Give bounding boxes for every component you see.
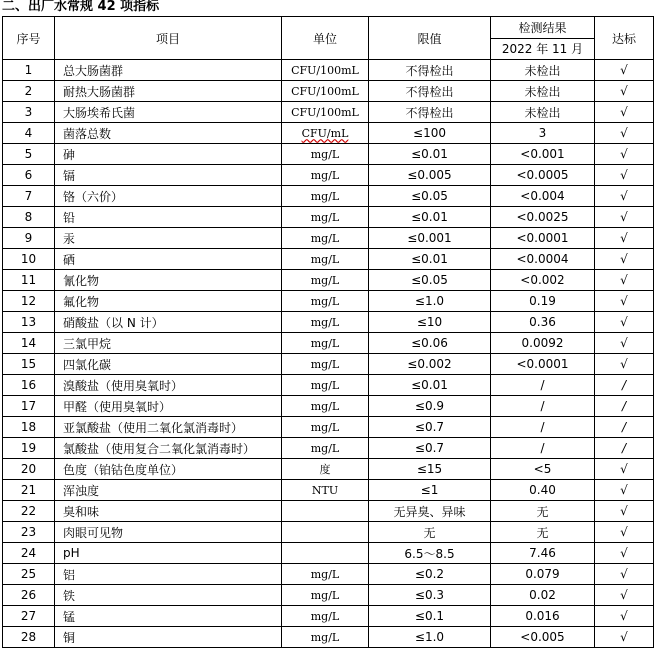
row-result: 无 <box>491 522 595 543</box>
table-row <box>3 333 654 354</box>
row-item: 亚氯酸盐（使用二氧化氯消毒时） <box>55 417 282 438</box>
row-limit: ≤0.01 <box>369 207 491 228</box>
row-number: 15 <box>3 354 55 375</box>
row-number: 25 <box>3 564 55 585</box>
table-row <box>3 564 654 585</box>
row-limit: ≤0.01 <box>369 375 491 396</box>
header-item: 项目 <box>55 17 282 60</box>
row-number: 3 <box>3 102 55 123</box>
row-unit: NTU <box>282 480 369 501</box>
row-pass-mark: √ <box>595 228 654 249</box>
row-pass-mark: √ <box>595 186 654 207</box>
row-item: 色度（铂钴色度单位） <box>55 459 282 480</box>
table-row <box>3 144 654 165</box>
row-limit: ≤0.06 <box>369 333 491 354</box>
row-unit: mg/L <box>282 627 369 648</box>
row-unit: mg/L <box>282 396 369 417</box>
row-unit-text: CFU/mL <box>301 126 349 140</box>
table-row <box>3 480 654 501</box>
row-unit: 度 <box>282 459 369 480</box>
row-limit: ≤0.05 <box>369 186 491 207</box>
row-limit: ≤0.002 <box>369 354 491 375</box>
row-number: 17 <box>3 396 55 417</box>
header-row <box>3 17 654 39</box>
row-limit: ≤0.7 <box>369 417 491 438</box>
row-result: 0.016 <box>491 606 595 627</box>
row-pass-mark: √ <box>595 144 654 165</box>
row-limit: ≤0.7 <box>369 438 491 459</box>
table-row <box>3 375 654 396</box>
table-row <box>3 417 654 438</box>
table-row <box>3 354 654 375</box>
row-result: <0.0001 <box>491 228 595 249</box>
table-row <box>3 312 654 333</box>
row-result: <0.005 <box>491 627 595 648</box>
row-pass-mark: √ <box>595 522 654 543</box>
row-number: 10 <box>3 249 55 270</box>
table-row <box>3 186 654 207</box>
table-row <box>3 543 654 564</box>
row-result: 0.36 <box>491 312 595 333</box>
row-result: 未检出 <box>491 81 595 102</box>
row-limit: ≤0.01 <box>369 144 491 165</box>
row-limit: 无 <box>369 522 491 543</box>
row-item: 硒 <box>55 249 282 270</box>
row-number: 5 <box>3 144 55 165</box>
row-item: 汞 <box>55 228 282 249</box>
table-body <box>3 60 654 648</box>
header-pass: 达标 <box>595 17 654 60</box>
row-unit: mg/L <box>282 564 369 585</box>
row-pass-mark: √ <box>595 81 654 102</box>
table-row <box>3 459 654 480</box>
row-limit: ≤0.005 <box>369 165 491 186</box>
row-item: 铅 <box>55 207 282 228</box>
row-item: 溴酸盐（使用臭氧时） <box>55 375 282 396</box>
row-item: 大肠埃希氏菌 <box>55 102 282 123</box>
row-limit: 不得检出 <box>369 102 491 123</box>
row-pass-mark: √ <box>595 627 654 648</box>
row-item: 臭和味 <box>55 501 282 522</box>
table-row <box>3 585 654 606</box>
row-number: 27 <box>3 606 55 627</box>
row-number: 18 <box>3 417 55 438</box>
row-number: 12 <box>3 291 55 312</box>
table-row <box>3 165 654 186</box>
row-item: 镉 <box>55 165 282 186</box>
row-number: 20 <box>3 459 55 480</box>
row-item: 铬（六价） <box>55 186 282 207</box>
row-unit: mg/L <box>282 585 369 606</box>
row-result: <0.0001 <box>491 354 595 375</box>
row-item: 锰 <box>55 606 282 627</box>
row-result: / <box>491 396 595 417</box>
row-pass-mark: √ <box>595 585 654 606</box>
row-unit: mg/L <box>282 270 369 291</box>
row-unit: mg/L <box>282 249 369 270</box>
row-item: 氯酸盐（使用复合二氧化氯消毒时） <box>55 438 282 459</box>
row-number: 16 <box>3 375 55 396</box>
row-unit <box>282 522 369 543</box>
row-result: <0.0004 <box>491 249 595 270</box>
row-result: 3 <box>491 123 595 144</box>
row-number: 8 <box>3 207 55 228</box>
table-row <box>3 270 654 291</box>
row-pass-mark: √ <box>595 249 654 270</box>
row-item: 铁 <box>55 585 282 606</box>
table-row <box>3 123 654 144</box>
row-result: / <box>491 417 595 438</box>
row-limit: ≤0.1 <box>369 606 491 627</box>
row-pass-mark: / <box>595 438 654 459</box>
row-limit: ≤0.3 <box>369 585 491 606</box>
row-unit: CFU/100mL <box>282 102 369 123</box>
row-number: 11 <box>3 270 55 291</box>
row-result: / <box>491 438 595 459</box>
table-row <box>3 60 654 81</box>
row-result: 无 <box>491 501 595 522</box>
row-limit: ≤1 <box>369 480 491 501</box>
header-limit: 限值 <box>369 17 491 60</box>
row-item: pH <box>55 543 282 564</box>
row-item: 砷 <box>55 144 282 165</box>
row-item: 总大肠菌群 <box>55 60 282 81</box>
table-row <box>3 522 654 543</box>
row-pass-mark: √ <box>595 543 654 564</box>
row-number: 24 <box>3 543 55 564</box>
row-limit: ≤0.9 <box>369 396 491 417</box>
row-pass-mark: / <box>595 417 654 438</box>
row-unit: mg/L <box>282 606 369 627</box>
row-number: 9 <box>3 228 55 249</box>
row-pass-mark: / <box>595 396 654 417</box>
row-limit: ≤0.05 <box>369 270 491 291</box>
row-unit: mg/L <box>282 417 369 438</box>
row-unit: mg/L <box>282 144 369 165</box>
row-unit: mg/L <box>282 228 369 249</box>
row-item: 肉眼可见物 <box>55 522 282 543</box>
row-number: 26 <box>3 585 55 606</box>
row-item: 四氯化碳 <box>55 354 282 375</box>
table-row <box>3 501 654 522</box>
row-result: 0.40 <box>491 480 595 501</box>
row-number: 23 <box>3 522 55 543</box>
row-pass-mark: √ <box>595 606 654 627</box>
row-number: 7 <box>3 186 55 207</box>
row-unit: mg/L <box>282 333 369 354</box>
row-item: 菌落总数 <box>55 123 282 144</box>
row-result: <0.0025 <box>491 207 595 228</box>
row-result: <0.0005 <box>491 165 595 186</box>
row-unit: mg/L <box>282 312 369 333</box>
row-item: 三氯甲烷 <box>55 333 282 354</box>
row-pass-mark: / <box>595 375 654 396</box>
row-number: 22 <box>3 501 55 522</box>
row-limit: ≤15 <box>369 459 491 480</box>
table-row <box>3 207 654 228</box>
table-row <box>3 291 654 312</box>
row-pass-mark: √ <box>595 480 654 501</box>
table-row <box>3 606 654 627</box>
row-pass-mark: √ <box>595 312 654 333</box>
row-limit: 不得检出 <box>369 81 491 102</box>
row-pass-mark: √ <box>595 501 654 522</box>
row-limit: ≤0.2 <box>369 564 491 585</box>
header-unit: 单位 <box>282 17 369 60</box>
row-unit: mg/L <box>282 207 369 228</box>
row-pass-mark: √ <box>595 123 654 144</box>
row-item: 浑浊度 <box>55 480 282 501</box>
row-unit: mg/L <box>282 165 369 186</box>
table-row <box>3 228 654 249</box>
row-limit: ≤10 <box>369 312 491 333</box>
row-result: <0.004 <box>491 186 595 207</box>
row-limit: ≤1.0 <box>369 291 491 312</box>
row-item: 铝 <box>55 564 282 585</box>
row-number: 6 <box>3 165 55 186</box>
row-unit: mg/L <box>282 291 369 312</box>
row-result: <5 <box>491 459 595 480</box>
row-limit: ≤0.001 <box>369 228 491 249</box>
row-pass-mark: √ <box>595 333 654 354</box>
header-no: 序号 <box>3 17 55 60</box>
row-unit <box>282 543 369 564</box>
row-limit: ≤0.01 <box>369 249 491 270</box>
row-limit: 6.5～8.5 <box>369 543 491 564</box>
row-number: 14 <box>3 333 55 354</box>
row-result: 未检出 <box>491 102 595 123</box>
table-row <box>3 81 654 102</box>
row-limit: 无异臭、异味 <box>369 501 491 522</box>
row-number: 4 <box>3 123 55 144</box>
row-pass-mark: √ <box>595 291 654 312</box>
table-row <box>3 102 654 123</box>
header-result-date: 2022 年 11 月 <box>491 38 595 60</box>
row-unit: CFU/100mL <box>282 60 369 81</box>
row-limit: ≤1.0 <box>369 627 491 648</box>
row-unit: mg/L <box>282 354 369 375</box>
row-number: 21 <box>3 480 55 501</box>
row-pass-mark: √ <box>595 459 654 480</box>
water-quality-table <box>2 16 654 648</box>
row-result: 未检出 <box>491 60 595 81</box>
row-unit: mg/L <box>282 186 369 207</box>
row-pass-mark: √ <box>595 207 654 228</box>
row-pass-mark: √ <box>595 165 654 186</box>
table-row <box>3 438 654 459</box>
row-number: 1 <box>3 60 55 81</box>
row-result: <0.001 <box>491 144 595 165</box>
row-limit: ≤100 <box>369 123 491 144</box>
row-limit: 不得检出 <box>369 60 491 81</box>
row-unit <box>282 123 369 144</box>
row-result: <0.002 <box>491 270 595 291</box>
row-result: 7.46 <box>491 543 595 564</box>
row-number: 19 <box>3 438 55 459</box>
row-unit: mg/L <box>282 438 369 459</box>
row-number: 2 <box>3 81 55 102</box>
row-result: 0.02 <box>491 585 595 606</box>
row-pass-mark: √ <box>595 354 654 375</box>
row-pass-mark: √ <box>595 270 654 291</box>
row-pass-mark: √ <box>595 564 654 585</box>
row-pass-mark: √ <box>595 60 654 81</box>
row-unit <box>282 501 369 522</box>
row-result: 0.19 <box>491 291 595 312</box>
header-result-group: 检测结果 <box>491 17 595 39</box>
row-unit: mg/L <box>282 375 369 396</box>
row-result: / <box>491 375 595 396</box>
table-row <box>3 627 654 648</box>
row-number: 13 <box>3 312 55 333</box>
table-row <box>3 249 654 270</box>
row-result: 0.0092 <box>491 333 595 354</box>
row-item: 甲醛（使用臭氧时） <box>55 396 282 417</box>
row-pass-mark: √ <box>595 102 654 123</box>
row-item: 氟化物 <box>55 291 282 312</box>
section-title: 二、出厂水常规 42 项指标 <box>2 0 160 14</box>
row-item: 铜 <box>55 627 282 648</box>
row-result: 0.079 <box>491 564 595 585</box>
row-item: 耐热大肠菌群 <box>55 81 282 102</box>
row-number: 28 <box>3 627 55 648</box>
table-row <box>3 396 654 417</box>
row-unit: CFU/100mL <box>282 81 369 102</box>
row-item: 硝酸盐（以 N 计） <box>55 312 282 333</box>
row-item: 氰化物 <box>55 270 282 291</box>
